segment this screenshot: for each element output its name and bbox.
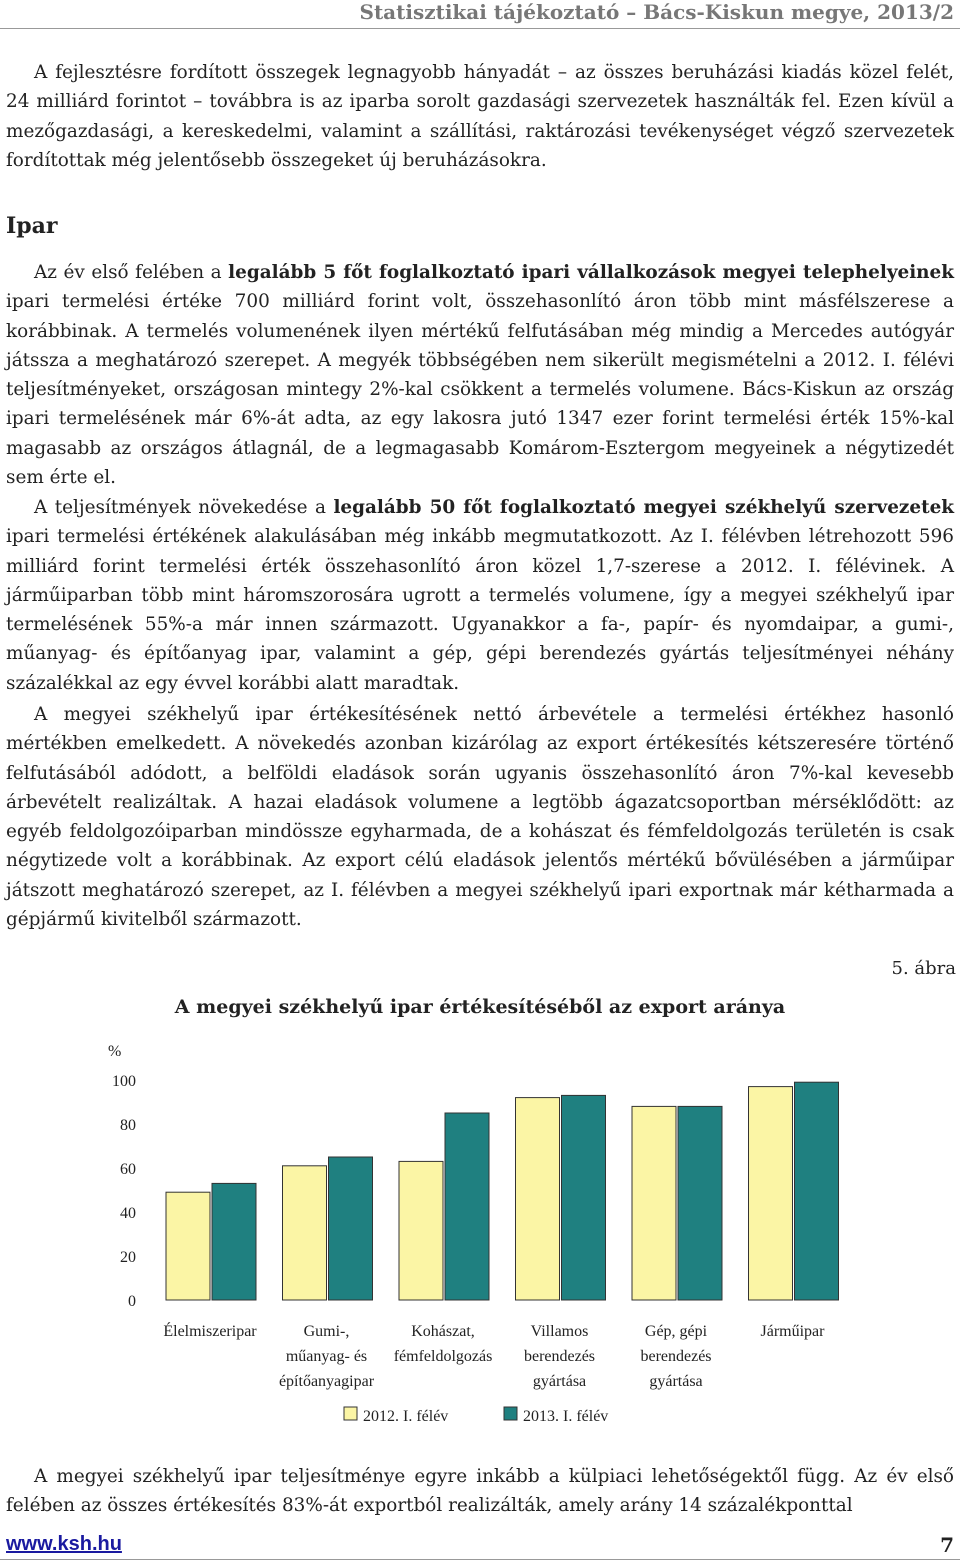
x-category-label: Élelmiszeripar: [163, 1323, 257, 1340]
legend-label-0: 2012. I. félév: [363, 1408, 449, 1425]
legend-swatch-0: [344, 1407, 357, 1420]
x-category-label: Kohászat,: [411, 1323, 475, 1340]
page-number: 7: [940, 1533, 954, 1557]
industry-paragraph-1: [6, 258, 954, 492]
bar-2013-0: [212, 1183, 256, 1300]
y-tick-label: 0: [128, 1293, 136, 1310]
y-tick-label: 100: [112, 1073, 136, 1090]
figure-number: 5. ábra: [891, 958, 956, 979]
y-tick-label: 80: [120, 1117, 136, 1134]
x-category-label: berendezés: [523, 1348, 596, 1365]
bar-2012-2: [399, 1161, 443, 1300]
bar-2012-3: [516, 1098, 560, 1300]
bar-2012-4: [632, 1106, 676, 1300]
bar-2012-1: [283, 1166, 327, 1300]
p2-text-bold: legalább 50 főt foglalkoztató megyei székhelyű szervezetek: [333, 497, 955, 518]
p1-text-c: ipari termelési értéke 700 milliárd forint volt, összehasonlító áron több mint másfélszerese a korábbinak. A termelés volumenének ilyen mértékű felfutásában még mindig a Mercedes autógyár játssza a meghatározó szerepet. A megyék többségében nem sikerült megismételni a 2012. I. félévi teljesítményeket, országosan mintegy 2%-kal csökkent a termelés volumene. Bács-Kiskun az ország ipari termelésének már 6%-át adta, az egy lakosra jutó 1347 ezer forint termelési érték 15%-kal magasabb az országos átlagnál, de a legmagasabb Komárom-Esztergom megyeinek a négytizedét sem érte el.: [6, 291, 954, 489]
p1-text-bold: legalább 5 főt foglalkoztató ipari vállalkozások megyei telephelyeinek: [228, 262, 955, 283]
x-category-label: fémfeldolgozás: [393, 1348, 493, 1365]
y-axis-unit: %: [108, 1043, 122, 1060]
header-rule: [0, 28, 960, 29]
running-header: Statisztikai tájékoztató – Bács-Kiskun megye, 2013/2: [359, 0, 954, 24]
x-category-label: gyártása: [649, 1373, 703, 1390]
industry-paragraph-2: [6, 493, 954, 698]
p2-text-c: ipari termelési értékének alakulásában még inkább megmutatkozott. Az I. félévben létrehozott 596 milliárd forint termelési érték összehasonlító áron közel 1,7-szerese a 2012. I. félévinek. A járműiparban több mint háromszorosára ugrott a termelés volumene, így a megyei székhelyű ipar termelésének 55%-a már innen származott. Ugyanakkor a fa-, papír- és nyomdaipar, a gumi-, műanyag- és építőanyag ipar, valamint a gép, gépi berendezés gyártás teljesítményei néhány százalékkal az egy évvel korábbi alatt maradtak.: [6, 526, 954, 694]
x-category-label: műanyag- és: [285, 1348, 368, 1365]
intro-paragraph: A fejlesztésre fordított összegek legnagyobb hányadát – az összes beruházási kiadás közel felét, 24 milliárd forintot – továbbra is az iparba sorolt gazdasági szervezetek használták fel. Ezen kívül a mezőgazdasági, a kereskedelmi, valamint a szállítási, raktározási tevékenységet végző szervezetek fordítottak még jelentősebb összegeket új beruházásokra.: [6, 62, 954, 171]
bar-2013-1: [329, 1157, 373, 1300]
export-share-bar-chart: [0, 1030, 960, 1440]
x-category-label: Gumi-,: [303, 1323, 350, 1340]
p2-text-a: A teljesítmények növekedése a: [34, 497, 334, 518]
p1-text-a: Az év első felében a: [34, 262, 229, 283]
footer-website-link[interactable]: www.ksh.hu: [6, 1533, 122, 1555]
y-tick-label: 60: [120, 1161, 136, 1178]
x-category-label: gyártása: [532, 1373, 587, 1390]
footer-rule: [0, 1559, 960, 1560]
industry-paragraph-3: A megyei székhelyű ipar értékesítésének nettó árbevétele a termelési értékhez hasonló mértékben emelkedett. A növekedés azonban kizárólag az export értékesítés kétszeresére történő felfutásából adódott, a belföldi eladások során ugyanis összehasonlító áron 7%-kal kevesebb árbevételt realizáltak. A hazai eladások volumene a legtöbb ágazatcsoportban mérséklődött: az egyéb feldolgozóiparban mindössze egyharmada, de a kohászat és fémfeldolgozás területén is csak négytizede volt a korábbinak. Az export célú eladások jelentős mértékű bővülésében a járműipar játszott meghatározó szerepet, az I. félévben a megyei székhelyű ipari exportnak már kétharmada a gépjármű kivitelből származott.: [6, 704, 954, 931]
bar-2013-5: [795, 1082, 839, 1300]
x-category-label: Járműipar: [760, 1323, 825, 1340]
legend-swatch-1: [504, 1407, 517, 1420]
bar-2013-4: [678, 1106, 722, 1300]
x-category-label: Gép, gépi: [644, 1323, 708, 1340]
chart-title: A megyei székhelyű ipar értékesítéséből az export aránya: [174, 996, 786, 1018]
section-heading: Ipar: [6, 213, 58, 239]
x-category-label: építőanyagipar: [278, 1373, 375, 1390]
x-category-label: Villamos: [530, 1323, 589, 1340]
bar-2012-0: [166, 1192, 210, 1300]
bar-2013-3: [562, 1095, 606, 1300]
y-tick-label: 40: [120, 1205, 136, 1222]
bar-2012-5: [749, 1087, 793, 1300]
legend-label-1: 2013. I. félév: [523, 1408, 609, 1425]
y-tick-label: 20: [120, 1249, 136, 1266]
closing-paragraph: A megyei székhelyű ipar teljesítménye egyre inkább a külpiaci lehetőségektől függ. Az év első felében az összes értékesítés 83%-át exportból realizálták, amely arány 14 százalékponttal: [6, 1466, 954, 1517]
x-category-label: berendezés: [640, 1348, 712, 1365]
bar-2013-2: [445, 1113, 489, 1300]
